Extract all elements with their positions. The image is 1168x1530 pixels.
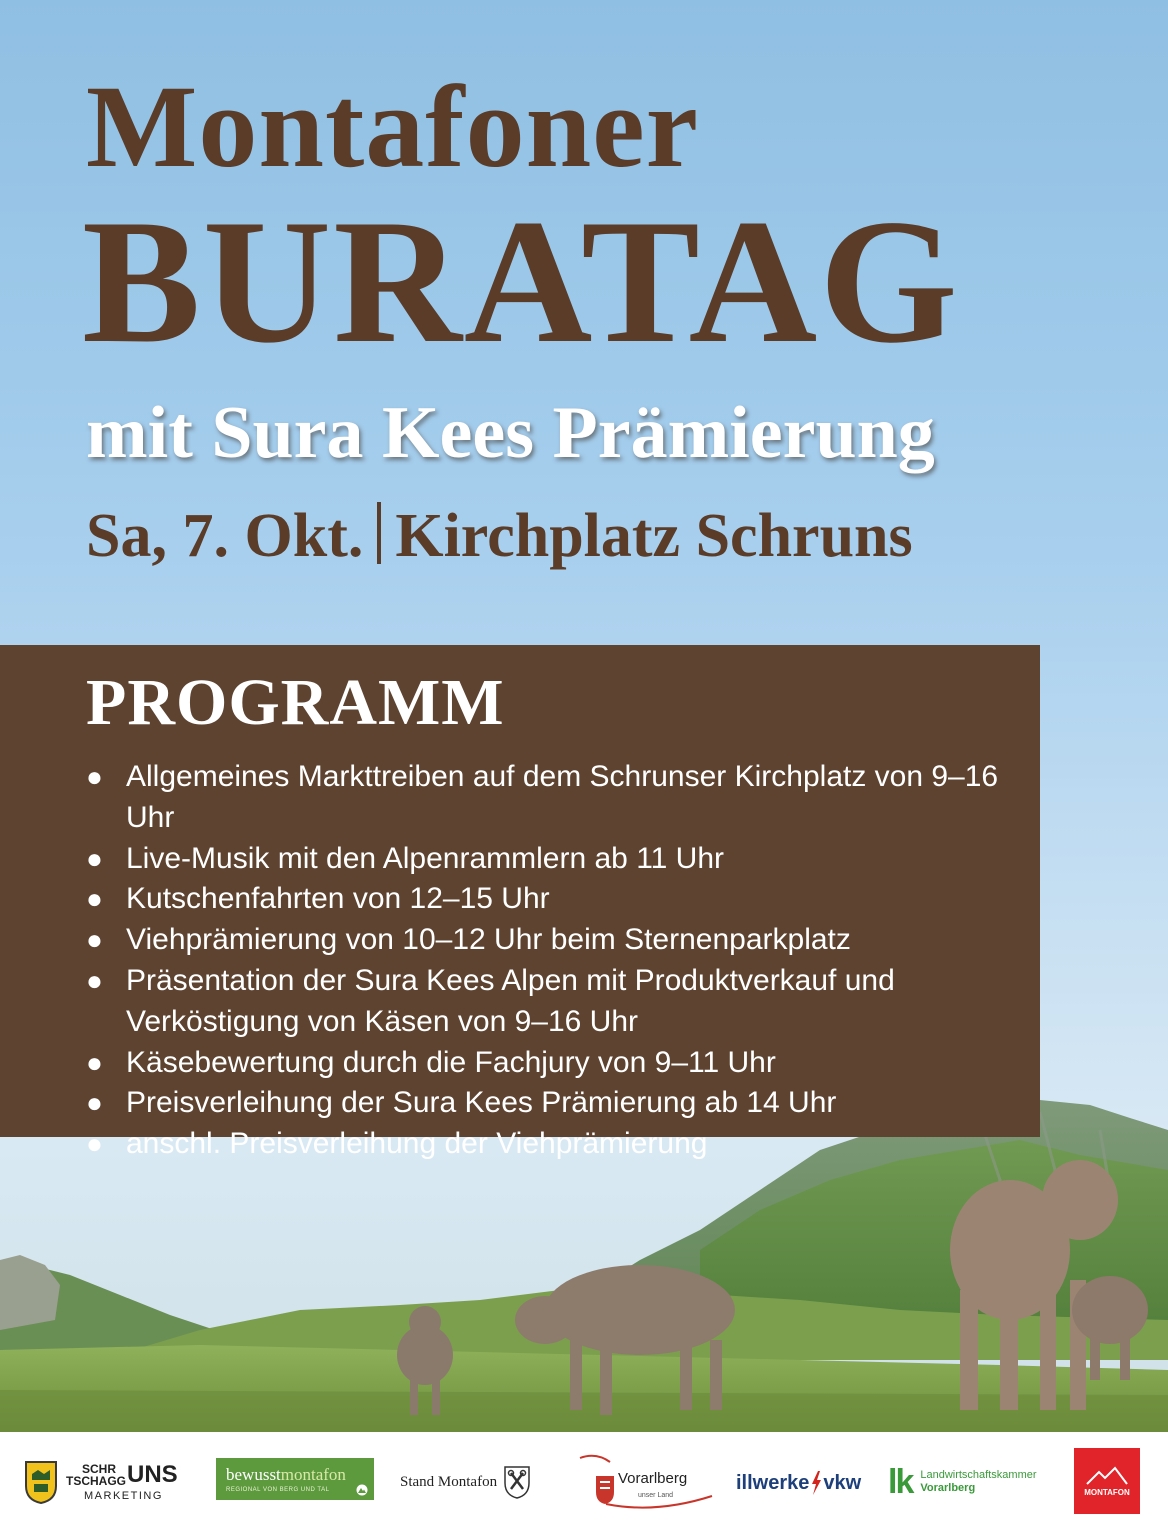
programm-list <box>86 757 1016 1165</box>
programm-item <box>86 1124 1016 1165</box>
event-date: Sa, 7. Okt. <box>86 502 364 570</box>
bullet-icon: ● <box>86 924 103 956</box>
vorarlberg-tagline: unser Land <box>638 1492 674 1499</box>
montafon-text: MONTAFON <box>1084 1487 1130 1497</box>
date-location-line <box>86 496 1126 576</box>
lk-mark: lk <box>888 1463 913 1501</box>
illwerke-vkw-logo <box>736 1468 861 1498</box>
vorarlberg-text: Vorarlberg <box>618 1470 688 1487</box>
lk-text-1: Landwirtschaftskammer <box>920 1469 1037 1481</box>
programm-item <box>86 839 1016 880</box>
bullet-icon: ● <box>86 842 103 874</box>
schruns-marketing-logo <box>24 1454 178 1510</box>
title-montafoner: Montafoner <box>86 61 699 192</box>
divider-bar <box>377 502 381 564</box>
bullet-icon: ● <box>86 1046 103 1078</box>
programm-item-text: anschl. Preisverleihung der Viehprämierung <box>126 1127 708 1161</box>
montafon-logo <box>1074 1448 1140 1514</box>
bewusst-text: bewusst <box>226 1464 281 1484</box>
bewusst-tagline: REGIONAL VON BERG UND TAL <box>226 1486 330 1493</box>
programm-item <box>86 1083 1016 1124</box>
stand-montafon-text: Stand Montafon <box>400 1473 498 1490</box>
programm-item-text: Viehprämierung von 10–12 Uhr beim Sternenparkplatz <box>126 923 851 957</box>
bullet-icon: ● <box>86 1128 103 1160</box>
vkw-text: vkw <box>823 1471 862 1494</box>
lightning-icon <box>810 1471 822 1495</box>
programm-item-text: Käsebewertung durch die Fachjury von 9–11 Uhr <box>126 1045 776 1079</box>
bullet-icon: ● <box>86 964 103 996</box>
bullet-icon: ● <box>86 1087 103 1119</box>
schruns-marketing-text: MARKETING <box>84 1489 163 1502</box>
programm-item-text: Kutschenfahrten von 12–15 Uhr <box>126 882 550 916</box>
stand-montafon-logo <box>400 1462 531 1502</box>
vorarlberg-logo <box>576 1448 716 1514</box>
stand-montafon-crest-icon <box>503 1465 531 1499</box>
subtitle: mit Sura Kees Prämierung <box>86 392 935 474</box>
bullet-icon: ● <box>86 761 103 792</box>
programm-item-text: Allgemeines Markttreiben auf dem Schrunser Kirchplatz von 9–16 Uhr <box>126 760 999 834</box>
programm-item <box>86 757 1016 839</box>
programm-item <box>86 961 1016 1043</box>
schruns-crest-icon <box>24 1460 58 1504</box>
mountain-icon <box>356 1484 368 1496</box>
bewusst-montafon-logo <box>216 1458 374 1500</box>
programm-item <box>86 920 1016 961</box>
montafon-mountain-icon <box>1085 1466 1129 1486</box>
sponsor-logo-strip <box>0 1432 1168 1530</box>
schruns-text-2: TSCHAGG <box>66 1473 126 1488</box>
programm-heading: PROGRAMM <box>86 666 505 739</box>
programm-item <box>86 1043 1016 1084</box>
bullet-icon: ● <box>86 883 103 915</box>
lk-text-2: Vorarlberg <box>920 1482 976 1494</box>
title-buratag: BURATAG <box>82 182 960 380</box>
schruns-text-big: UNS <box>127 1460 178 1488</box>
schruns-text-1: SCHR <box>82 1461 117 1476</box>
montafon-text: montafon <box>280 1464 346 1484</box>
programm-item-text: Preisverleihung der Sura Kees Prämierung ab 14 Uhr <box>126 1086 837 1120</box>
event-location: Kirchplatz Schruns <box>395 502 913 570</box>
illwerke-text: illwerke <box>736 1471 810 1494</box>
programm-item-text: Live-Musik mit den Alpenrammlern ab 11 Uhr <box>126 841 725 875</box>
landwirtschaftskammer-logo <box>888 1460 1037 1504</box>
programm-item-text: Präsentation der Sura Kees Alpen mit Produktverkauf und Verköstigung von Käsen von 9–16 Uhr <box>126 963 895 1038</box>
programm-box <box>0 645 1040 1161</box>
programm-item <box>86 879 1016 920</box>
